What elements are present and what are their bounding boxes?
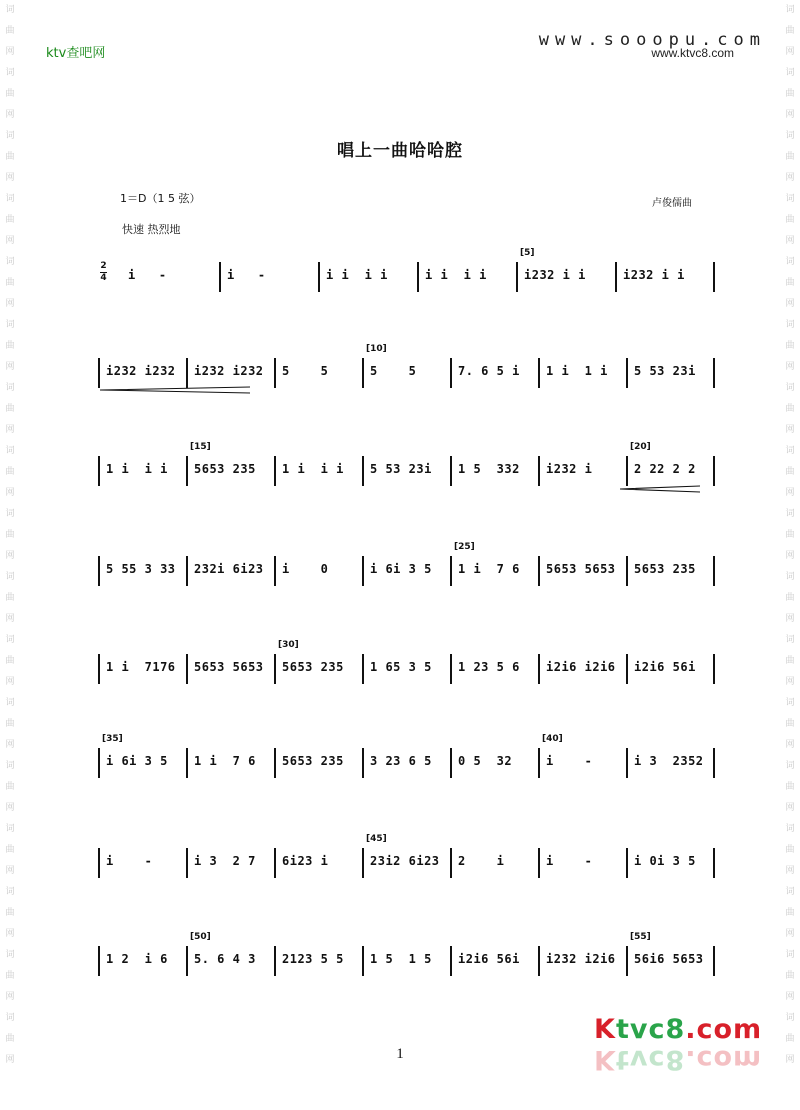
- measure-number: [45]: [366, 834, 387, 844]
- measure: 5 55 3 33: [106, 562, 176, 576]
- bar-line: [450, 848, 452, 878]
- watermark-char: 曲: [785, 593, 795, 603]
- watermark-char: 词: [785, 320, 795, 330]
- staff-row: [98, 834, 714, 888]
- bar-line: [186, 358, 188, 388]
- watermark-char: 曲: [5, 845, 15, 855]
- bar-line: [274, 848, 276, 878]
- bar-line: [186, 748, 188, 778]
- left-margin-watermark: [3, 0, 17, 1110]
- measure: i 0: [282, 562, 329, 576]
- watermark-char: 词: [785, 446, 795, 456]
- watermark-char: 网: [785, 677, 795, 687]
- watermark-char: 词: [5, 194, 15, 204]
- measure: 5653 235: [282, 660, 344, 674]
- watermark-char: 曲: [5, 404, 15, 414]
- watermark-char: 词: [785, 257, 795, 267]
- site-label-left[interactable]: ktv查吧网: [46, 46, 106, 61]
- measure: i -: [128, 268, 167, 282]
- measure: i2i6 56i: [634, 660, 696, 674]
- measure: i -: [106, 854, 153, 868]
- watermark-char: 词: [785, 1013, 795, 1023]
- watermark-char: 曲: [785, 215, 795, 225]
- bar-line: [362, 848, 364, 878]
- measure-number: [15]: [190, 442, 211, 452]
- measure: 1 5 332: [458, 462, 520, 476]
- watermark-char: 词: [5, 572, 15, 582]
- bar-line: [362, 654, 364, 684]
- watermark-char: 网: [785, 803, 795, 813]
- watermark-char: 词: [785, 194, 795, 204]
- bar-line: [713, 456, 715, 486]
- watermark-char: 网: [785, 866, 795, 876]
- watermark-char: 词: [785, 761, 795, 771]
- bar-line: [98, 456, 100, 486]
- watermark-char: 网: [5, 677, 15, 687]
- watermark-char: 曲: [785, 404, 795, 414]
- watermark-char: 曲: [5, 152, 15, 162]
- watermark-char: 曲: [785, 908, 795, 918]
- song-title: 唱上一曲哈哈腔: [337, 141, 463, 161]
- measure: 5653 5653: [194, 660, 264, 674]
- staff-row: [98, 932, 714, 986]
- bar-line: [362, 946, 364, 976]
- watermark-char: 网: [5, 740, 15, 750]
- watermark-char: 网: [5, 803, 15, 813]
- watermark-char: 词: [5, 257, 15, 267]
- tempo-marking: 快速 热烈地: [122, 223, 181, 236]
- measure: i i i i: [326, 268, 388, 282]
- measure: 1 i i i: [282, 462, 344, 476]
- watermark-char: 曲: [785, 656, 795, 666]
- bar-line: [362, 748, 364, 778]
- measure: i 6i 3 5: [370, 562, 432, 576]
- bar-line: [626, 358, 628, 388]
- watermark-char: 网: [785, 740, 795, 750]
- measure: 5653 5653: [546, 562, 616, 576]
- watermark-char: 曲: [5, 89, 15, 99]
- watermark-char: 曲: [5, 341, 15, 351]
- dynamic-hairpin: [620, 485, 700, 493]
- measure: 5653 235: [282, 754, 344, 768]
- bar-line: [98, 848, 100, 878]
- bar-line: [362, 456, 364, 486]
- watermark-char: 词: [5, 5, 15, 15]
- measure: 1 i 7 6: [458, 562, 520, 576]
- measure: 1 65 3 5: [370, 660, 432, 674]
- watermark-char: 词: [785, 68, 795, 78]
- bar-line: [274, 456, 276, 486]
- watermark-char: 曲: [5, 1034, 15, 1044]
- watermark-char: 网: [5, 47, 15, 57]
- watermark-char: 网: [785, 1055, 795, 1065]
- watermark-char: 曲: [5, 656, 15, 666]
- watermark-char: 曲: [5, 719, 15, 729]
- watermark-char: 网: [5, 110, 15, 120]
- bar-line: [98, 748, 100, 778]
- measure: 1 5 1 5: [370, 952, 432, 966]
- staff-row: [98, 248, 714, 302]
- watermark-char: 曲: [5, 908, 15, 918]
- measure: 5653 235: [634, 562, 696, 576]
- watermark-char: 网: [785, 992, 795, 1002]
- bar-line: [417, 262, 419, 292]
- measure: 5. 6 4 3: [194, 952, 256, 966]
- watermark-char: 曲: [785, 152, 795, 162]
- watermark-char: 词: [5, 824, 15, 834]
- bar-line: [274, 654, 276, 684]
- bar-line: [538, 456, 540, 486]
- watermark-char: 网: [785, 929, 795, 939]
- watermark-char: 词: [5, 383, 15, 393]
- measure: 6i23 i: [282, 854, 329, 868]
- watermark-char: 词: [785, 887, 795, 897]
- bar-line: [626, 654, 628, 684]
- watermark-char: 网: [785, 551, 795, 561]
- watermark-char: 词: [5, 698, 15, 708]
- watermark-char: 曲: [785, 1034, 795, 1044]
- watermark-char: 网: [785, 299, 795, 309]
- watermark-char: 网: [785, 110, 795, 120]
- page-number: 1: [396, 1046, 404, 1062]
- bar-line: [516, 262, 518, 292]
- bar-line: [186, 456, 188, 486]
- measure: i232 i232: [194, 364, 264, 378]
- watermark-char: 词: [5, 131, 15, 141]
- measure: 1 23 5 6: [458, 660, 520, 674]
- time-signature-top: 2: [100, 261, 107, 271]
- measure-number: [35]: [102, 734, 123, 744]
- measure-number: [50]: [190, 932, 211, 942]
- measure: i i i i: [425, 268, 487, 282]
- watermark-char: 词: [785, 131, 795, 141]
- bar-line: [713, 358, 715, 388]
- bar-line: [186, 848, 188, 878]
- bar-line: [626, 946, 628, 976]
- key-signature: 1＝D（1 5 弦）: [120, 192, 201, 205]
- watermark-char: 词: [785, 950, 795, 960]
- bar-line: [626, 748, 628, 778]
- watermark-char: 网: [5, 488, 15, 498]
- bar-line: [274, 748, 276, 778]
- time-signature-bottom: 4: [100, 273, 107, 283]
- watermark-char: 网: [785, 47, 795, 57]
- measure: 5 53 23i: [370, 462, 432, 476]
- bar-line: [98, 358, 100, 388]
- measure: 1 i i i: [106, 462, 168, 476]
- watermark-char: 词: [5, 509, 15, 519]
- composer-credit: 卢俊儒曲: [652, 198, 692, 209]
- watermark-char: 曲: [785, 89, 795, 99]
- bar-line: [450, 946, 452, 976]
- bar-line: [450, 748, 452, 778]
- bar-line: [538, 556, 540, 586]
- measure: 2 22 2 2: [634, 462, 696, 476]
- measure: 2 i: [458, 854, 505, 868]
- measure-number: [55]: [630, 932, 651, 942]
- watermark-char: 网: [785, 236, 795, 246]
- bar-line: [318, 262, 320, 292]
- watermark-char: 曲: [5, 467, 15, 477]
- watermark-char: 曲: [5, 278, 15, 288]
- watermark-char: 曲: [785, 530, 795, 540]
- watermark-char: 曲: [5, 215, 15, 225]
- measure: 1 i 1 i: [546, 364, 608, 378]
- watermark-char: 词: [5, 320, 15, 330]
- watermark-char: 词: [785, 824, 795, 834]
- measure: 7. 6 5 i: [458, 364, 520, 378]
- bar-line: [219, 262, 221, 292]
- watermark-char: 网: [5, 425, 15, 435]
- watermark-char: 网: [5, 1055, 15, 1065]
- bar-line: [538, 946, 540, 976]
- bar-line: [713, 946, 715, 976]
- watermark-char: 词: [5, 1013, 15, 1023]
- measure: 2123 5 5: [282, 952, 344, 966]
- site-url-main[interactable]: www.sooopu.com: [538, 30, 766, 50]
- watermark-char: 词: [785, 635, 795, 645]
- watermark-char: 网: [5, 929, 15, 939]
- watermark-char: 网: [5, 992, 15, 1002]
- bar-line: [98, 946, 100, 976]
- bar-line: [626, 848, 628, 878]
- bar-line: [450, 456, 452, 486]
- watermark-char: 曲: [785, 341, 795, 351]
- measure-number: [5]: [520, 248, 535, 258]
- measure: i232 i2i6: [546, 952, 616, 966]
- watermark-char: 词: [785, 572, 795, 582]
- watermark-char: 曲: [785, 26, 795, 36]
- watermark-char: 词: [5, 446, 15, 456]
- measure: i2i6 56i: [458, 952, 520, 966]
- watermark-char: 词: [5, 68, 15, 78]
- measure-number: [20]: [630, 442, 651, 452]
- measure: 1 i 7176: [106, 660, 176, 674]
- watermark-char: 词: [785, 509, 795, 519]
- watermark-char: 网: [785, 614, 795, 624]
- measure: 23i2 6i23: [370, 854, 440, 868]
- bar-line: [450, 654, 452, 684]
- bar-line: [274, 556, 276, 586]
- watermark-char: 网: [5, 866, 15, 876]
- watermark-char: 曲: [5, 593, 15, 603]
- measure: i232 i i: [623, 268, 685, 282]
- staff-row: [98, 640, 714, 694]
- bar-line: [713, 262, 715, 292]
- watermark-char: 网: [5, 551, 15, 561]
- watermark-char: 网: [5, 299, 15, 309]
- bar-line: [713, 556, 715, 586]
- watermark-char: 词: [5, 635, 15, 645]
- watermark-char: 曲: [5, 530, 15, 540]
- measure: 5 5: [370, 364, 417, 378]
- watermark-char: 词: [785, 698, 795, 708]
- measure: i 0i 3 5: [634, 854, 696, 868]
- watermark-char: 词: [5, 950, 15, 960]
- measure: i2i6 i2i6: [546, 660, 616, 674]
- measure: i -: [227, 268, 266, 282]
- watermark-char: 网: [785, 488, 795, 498]
- measure: i232 i i: [524, 268, 586, 282]
- measure: 56i6 5653: [634, 952, 704, 966]
- watermark-char: 曲: [785, 467, 795, 477]
- measure-number: [40]: [542, 734, 563, 744]
- watermark-char: 网: [5, 362, 15, 372]
- site-url-sub[interactable]: www.ktvc8.com: [651, 46, 734, 60]
- logo-reflection: Ktvc8.com: [594, 1044, 763, 1075]
- bar-line: [626, 556, 628, 586]
- measure: 1 i 7 6: [194, 754, 256, 768]
- measure-number: [25]: [454, 542, 475, 552]
- bar-line: [538, 848, 540, 878]
- bar-line: [362, 556, 364, 586]
- watermark-char: 词: [5, 761, 15, 771]
- bar-line: [450, 358, 452, 388]
- right-margin-watermark: [783, 0, 797, 1110]
- watermark-char: 词: [5, 887, 15, 897]
- measure: i 6i 3 5: [106, 754, 168, 768]
- measure: i232 i: [546, 462, 593, 476]
- bar-line: [538, 748, 540, 778]
- watermark-char: 曲: [785, 782, 795, 792]
- watermark-char: 曲: [5, 782, 15, 792]
- bar-line: [98, 654, 100, 684]
- watermark-char: 曲: [785, 971, 795, 981]
- watermark-char: 曲: [785, 719, 795, 729]
- staff-row: [98, 542, 714, 596]
- watermark-char: 曲: [5, 26, 15, 36]
- watermark-char: 曲: [5, 971, 15, 981]
- bar-line: [186, 946, 188, 976]
- watermark-char: 网: [5, 173, 15, 183]
- watermark-char: 曲: [785, 278, 795, 288]
- bar-line: [274, 358, 276, 388]
- bar-line: [538, 358, 540, 388]
- measure: 232i 6i23: [194, 562, 264, 576]
- measure: i -: [546, 854, 593, 868]
- logo-wordmark: Ktvc8.com: [594, 1014, 763, 1045]
- measure: 5653 235: [194, 462, 256, 476]
- watermark-char: 曲: [785, 845, 795, 855]
- measure: 1 2 i 6: [106, 952, 168, 966]
- watermark-char: 网: [785, 425, 795, 435]
- bar-line: [450, 556, 452, 586]
- watermark-char: 网: [785, 173, 795, 183]
- bar-line: [362, 358, 364, 388]
- measure: 0 5 32: [458, 754, 513, 768]
- bar-line: [713, 654, 715, 684]
- staff-row: [98, 734, 714, 788]
- watermark-char: 词: [785, 5, 795, 15]
- bar-line: [538, 654, 540, 684]
- watermark-char: 词: [785, 383, 795, 393]
- measure-number: [30]: [278, 640, 299, 650]
- dynamic-hairpin: [100, 386, 250, 394]
- bar-line: [186, 556, 188, 586]
- measure: i 3 2 7: [194, 854, 256, 868]
- bar-line: [186, 654, 188, 684]
- bar-line: [615, 262, 617, 292]
- ktvc8-logo[interactable]: [594, 1014, 763, 1090]
- measure: i -: [546, 754, 593, 768]
- measure-number: [10]: [366, 344, 387, 354]
- measure: i232 i232: [106, 364, 176, 378]
- watermark-char: 网: [785, 362, 795, 372]
- bar-line: [713, 848, 715, 878]
- watermark-char: 网: [5, 614, 15, 624]
- measure: 5 53 23i: [634, 364, 696, 378]
- bar-line: [98, 556, 100, 586]
- bar-line: [626, 456, 628, 486]
- bar-line: [713, 748, 715, 778]
- measure: 3 23 6 5: [370, 754, 432, 768]
- watermark-char: 网: [5, 236, 15, 246]
- measure: 5 5: [282, 364, 329, 378]
- bar-line: [274, 946, 276, 976]
- measure: i 3 2352: [634, 754, 704, 768]
